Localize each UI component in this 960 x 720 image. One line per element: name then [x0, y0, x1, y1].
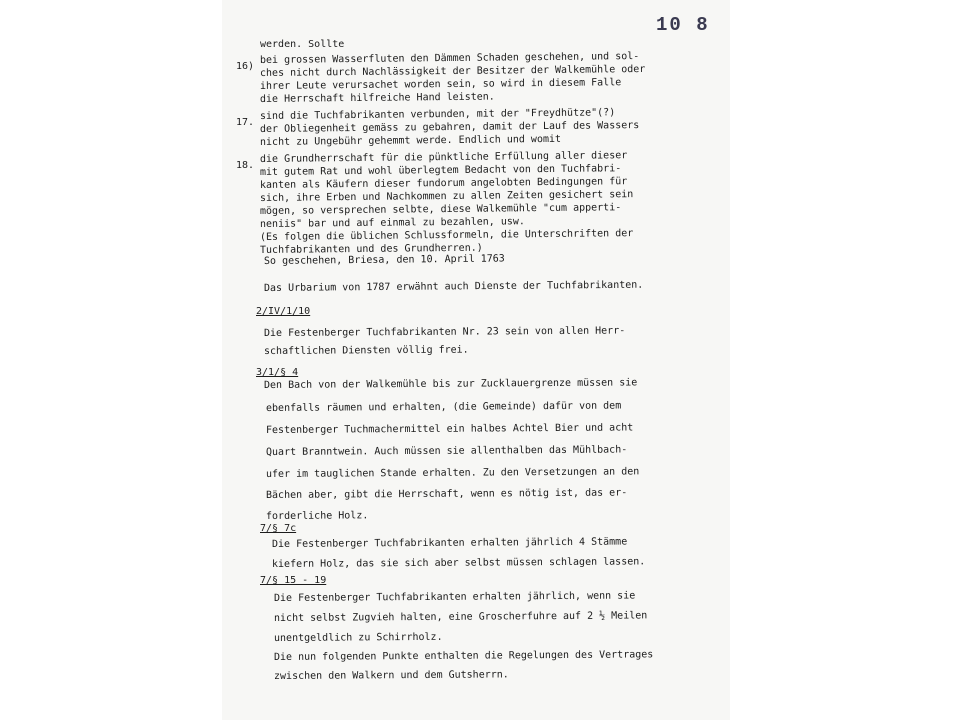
item-number-17: 17.: [236, 117, 255, 128]
text-line: ches nicht durch Nachlässigkeit der Besitzer der Walkemühle oder: [259, 63, 646, 79]
text-line: die Herrschaft hilfreiche Hand leisten.: [259, 91, 495, 105]
text-line: nicht selbst Zugvieh halten, eine Groscherfuhre auf 2 ½ Meilen: [273, 610, 648, 624]
text-line: Festenberger Tuchmachermittel ein halbes Achtel Bier und acht: [265, 422, 634, 436]
text-line: sind die Tuchfabrikanten verbunden, mit der "Freydhütze"(?): [259, 107, 616, 122]
text-line: ebenfalls räumen und erhalten, (die Gemeinde) dafür von dem: [265, 400, 622, 414]
page-number: 10 8: [656, 14, 710, 36]
text-line: forderliche Holz.: [265, 510, 369, 522]
text-line: Tuchfabrikanten und des Grundherren.): [259, 242, 483, 256]
text-line: (Es folgen die üblichen Schlussformeln, die Unterschriften der: [259, 228, 634, 243]
text-line: kiefern Holz, das sie sich aber selbst müssen schlagen lassen.: [271, 556, 646, 570]
text-line: unentgeldlich zu Schirrholz.: [273, 631, 443, 644]
text-line: zwischen den Walkern und dem Gutsherrn.: [273, 669, 509, 682]
text-line: Die Festenberger Tuchfabrikanten erhalten jährlich 4 Stämme: [271, 536, 628, 550]
text-line: Die nun folgenden Punkte enthalten die Regelungen des Vertrages: [273, 649, 654, 663]
item-number-16: 16): [236, 61, 255, 72]
text-line: mögen, so versprechen selbte, diese Walkemühle "cum apperti-: [259, 202, 622, 217]
text-line: nicht zu Ungebühr gehemmt werde. Endlich und womit: [259, 133, 562, 148]
document-page: [222, 0, 730, 720]
text-line: der Obliegenheit gemäss zu gebahren, damit der Lauf des Wassers: [259, 120, 640, 135]
section-heading: 3/1/§ 4: [256, 367, 299, 378]
section-heading: 7/§ 15 - 19: [260, 575, 327, 586]
text-line: neniis" bar und auf einmal zu bezahlen, usw.: [259, 216, 525, 230]
text-line: mit gutem Rat und wohl überlegtem Bedacht von den Tuchfabri-: [259, 163, 622, 178]
text-line: schaftlichen Diensten völlig frei.: [263, 344, 469, 357]
text-line: Den Bach von der Walkemühle bis zur Zucklauergrenze müssen sie: [263, 377, 638, 391]
date-line: So geschehen, Briesa, den 10. April 1763: [263, 253, 505, 267]
text-line: sich, ihre Erben und Nachkommen zu allen Zeiten gesichert sein: [259, 189, 634, 204]
text-line: Quart Branntwein. Auch müssen sie allenthalben das Mühlbach-: [265, 444, 628, 458]
text-line: Das Urbarium von 1787 erwähnt auch Dienste der Tuchfabrikanten.: [263, 279, 644, 294]
section-heading: 7/§ 7c: [260, 523, 297, 534]
text-line: die Grundherrschaft für die pünktliche Erfüllung aller dieser: [259, 150, 628, 165]
section-heading: 2/IV/1/10: [256, 306, 311, 317]
item-number-18: 18.: [236, 160, 255, 171]
text-line: bei grossen Wasserfluten den Dämmen Schaden geschehen, und sol-: [259, 51, 640, 66]
text-line: Die Festenberger Tuchfabrikanten erhalten jährlich, wenn sie: [273, 590, 636, 604]
text-line: kanten als Käufern dieser fundorum angelobten Bedingungen für: [259, 176, 628, 191]
text-line: Die Festenberger Tuchfabrikanten Nr. 23 sein von allen Herr-: [263, 325, 626, 339]
text-line: Bächen aber, gibt die Herrschaft, wenn es nötig ist, das er-: [265, 487, 628, 501]
text-line: ihrer Leute verursachet worden sein, so wird in diesem Falle: [259, 77, 622, 92]
text-line: werden. Sollte: [260, 39, 345, 50]
text-line: ufer im tauglichen Stande erhalten. Zu den Versetzungen an den: [265, 466, 640, 480]
